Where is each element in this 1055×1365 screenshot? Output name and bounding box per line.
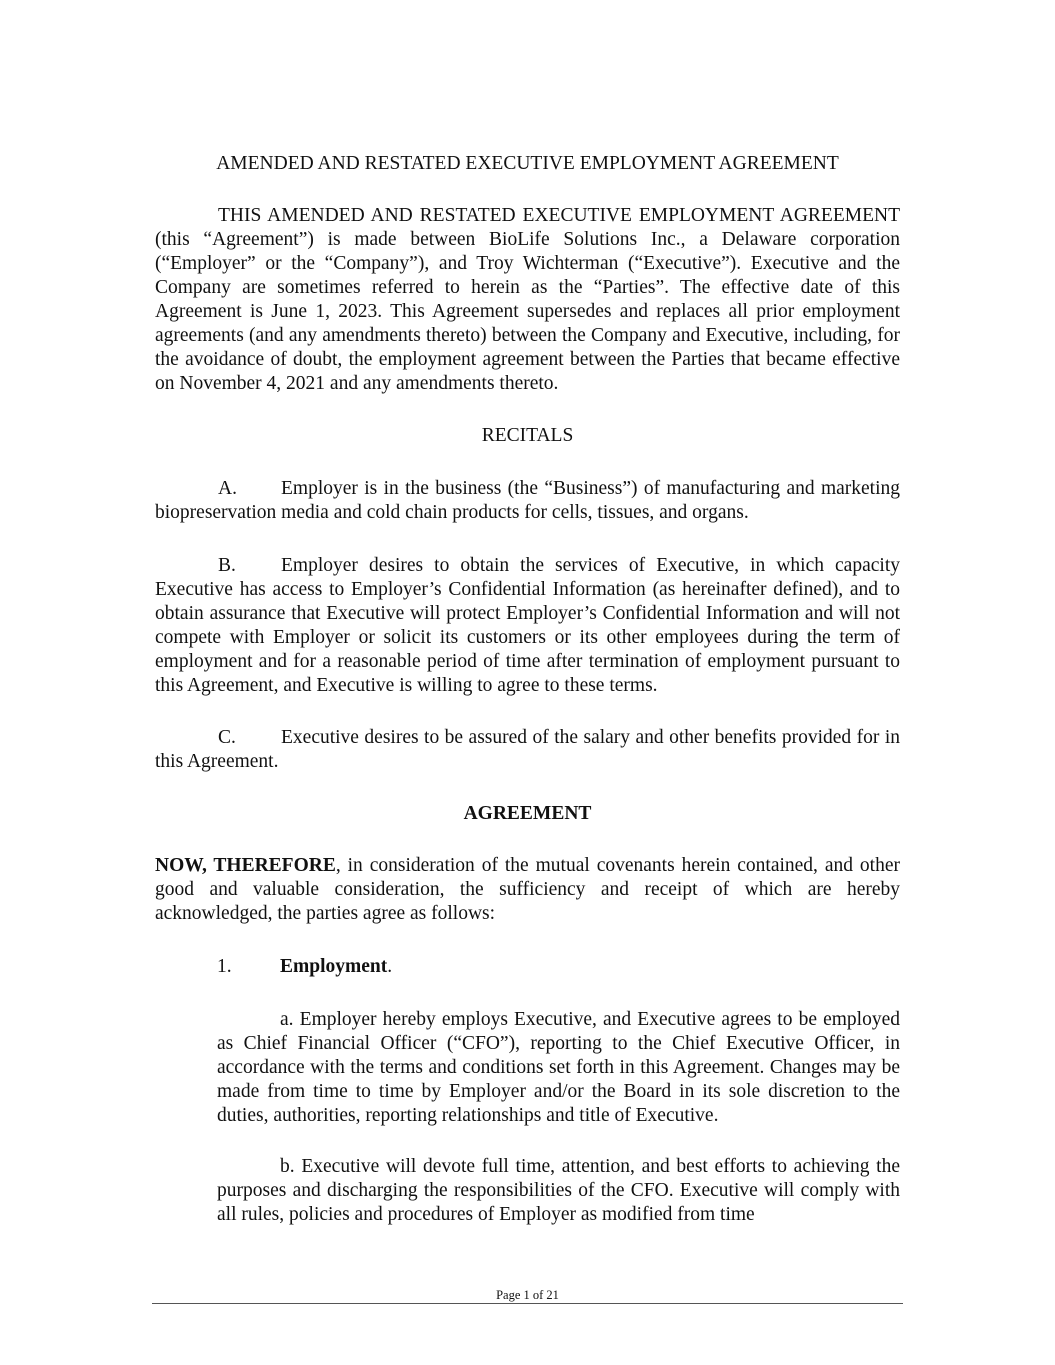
now-therefore-lead: NOW, THEREFORE: [155, 855, 336, 876]
recital-b: [155, 554, 900, 698]
section-1a-label: a.: [280, 1009, 294, 1030]
section-1b-label: b.: [280, 1156, 295, 1177]
agreement-heading: AGREEMENT: [463, 803, 592, 824]
page-footer: Page 1 of 21: [496, 1288, 559, 1302]
recital-a: [155, 477, 900, 525]
section-1a-text: Employer hereby employs Executive, and Executive agrees to be employed as Chief Financial Officer (“CFO”), reporting to the Chief Executive Officer, in accordance with the terms and conditions set forth in this Agreement. Changes may be made from time to time by Employer and/or the Board in its sole discretion to the duties, authorities, reporting relationships and title of Executive.: [217, 1009, 901, 1126]
recital-a-text: Employer is in the business (the “Business”) of manufacturing and marketing biopreservation media and cold chain products for cells, tissues, and organs.: [155, 478, 900, 523]
recitals-heading: RECITALS: [481, 425, 574, 446]
section-1-heading: [217, 955, 392, 979]
recital-c: [155, 726, 900, 774]
section-1b: [217, 1155, 900, 1227]
footer-divider: [152, 1303, 903, 1304]
section-1-title: Employment: [280, 956, 388, 977]
recital-b-label: B.: [218, 555, 236, 576]
now-therefore-paragraph: [155, 854, 900, 926]
recital-b-text: Employer desires to obtain the services of Executive, in which capacity Executive has access to Employer’s Confidential Information (as hereinafter defined), and to obtain assurance that Executive will protect Employer’s Confidential Information and will not compete with Employer or solicit its customers or its other employees during the term of employment and for a reasonable period of time after termination of employment pursuant to this Agreement, and Executive is willing to agree to these terms.: [155, 555, 900, 696]
section-1b-text: Executive will devote full time, attention, and best efforts to achieving the purposes and discharging the responsibilities of the CFO. Executive will comply with all rules, policies and procedures of Employer as modified from time: [217, 1156, 900, 1225]
section-1a: [217, 1008, 900, 1128]
recital-c-text: Executive desires to be assured of the salary and other benefits provided for in this Agreement.: [155, 727, 900, 772]
section-1-title-suffix: .: [387, 956, 393, 977]
now-therefore-text: , in consideration of the mutual covenants herein contained, and other good and valuable consideration, the sufficiency and receipt of which are hereby acknowledged, the parties agree as follows:: [155, 855, 900, 924]
section-1-number: 1.: [217, 956, 232, 977]
recital-c-label: C.: [218, 727, 236, 748]
document-title: AMENDED AND RESTATED EXECUTIVE EMPLOYMENT AGREEMENT: [216, 153, 839, 174]
recital-a-label: A.: [218, 478, 237, 499]
intro-paragraph: THIS AMENDED AND RESTATED EXECUTIVE EMPLOYMENT AGREEMENT (this “Agreement”) is made between BioLife Solutions Inc., a Delaware corporation (“Employer” or the “Company”), and Troy Wichterman (“Executive”). Executive and the Company are sometimes referred to herein as the “Parties”. The effective date of this Agreement is June 1, 2023. This Agreement supersedes and replaces all prior employment agreements (and any amendments thereto) between the Company and Executive, including, for the avoidance of doubt, the employment agreement between the Parties that became effective on November 4, 2021 and any amendments thereto.: [155, 205, 900, 394]
